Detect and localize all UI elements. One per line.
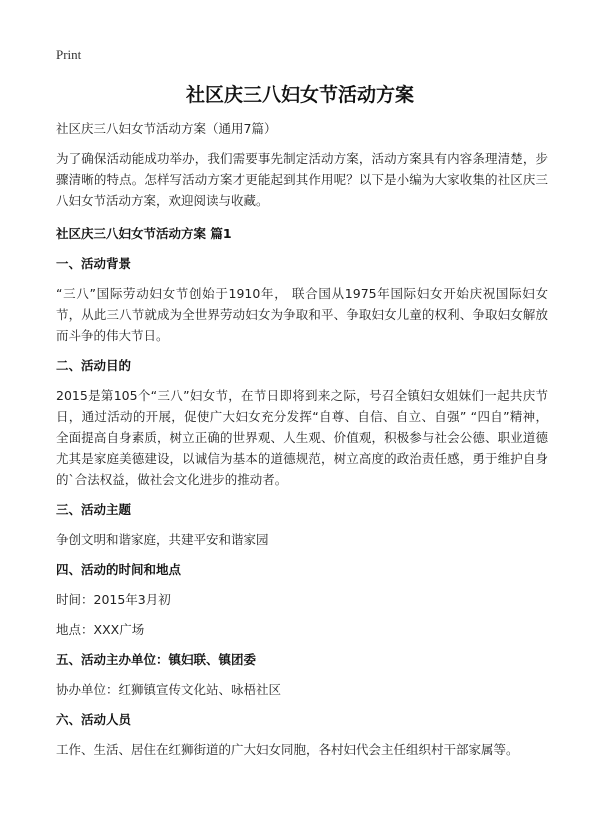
section-text-purpose: 2015是第105个“三八”妇女节，在节日即将到来之际，号召全镇妇女姐妹们一起共庆节日，通过活动的开展，促使广大妇女充分发挥“自尊、自信、自立、自强” “四自”精神，全面提高自身素质，树立正确的世界观、人生观、价值观，积极参与社会公德、职业道德尤其是家庭美德建设，以诚信为基本的道德规范，树立高度的政治责任感，勇于维护自身的`合法权益，做社会文化进步的推动者。 — [56, 388, 548, 487]
section-text-background: “三八”国际劳动妇女节创始于1910年， 联合国从1975年国际妇女开始庆祝国际妇女节，从此三八节就成为全世界劳动妇女为争取和平、争取妇女儿童的权利、争取妇女解放而斗争的伟大节日。 — [56, 286, 548, 343]
section-text-people: 工作、生活、居住在红狮街道的广大妇女同胞，各村妇代会主任组织村干部家属等。 — [56, 742, 519, 757]
article-subtitle: 社区庆三八妇女节活动方案（通用7篇） — [56, 121, 277, 136]
article-body — [56, 118, 548, 760]
section-heading-theme: 三、活动主题 — [56, 502, 132, 517]
section-heading-time-place: 四、活动的时间和地点 — [56, 562, 182, 577]
section-text-theme: 争创文明和谐家庭，共建平安和谐家园 — [56, 532, 269, 547]
section-text-co-organizer: 协办单位：红狮镇宣传文化站、咏梧社区 — [56, 682, 282, 697]
section-heading-background: 一、活动背景 — [56, 256, 132, 271]
page-title: 社区庆三八妇女节活动方案 — [185, 84, 414, 106]
article-heading: 社区庆三八妇女节活动方案 篇1 — [56, 226, 232, 241]
section-heading-people: 六、活动人员 — [56, 712, 132, 727]
section-text-place: 地点：XXX广场 — [56, 622, 145, 637]
section-heading-organizer: 五、活动主办单位：镇妇联、镇团委 — [56, 652, 257, 667]
intro-paragraph: 为了确保活动能成功举办，我们需要事先制定活动方案，活动方案具有内容条理清楚，步骤清晰的特点。怎样写活动方案才更能起到其作用呢？以下是小编为大家收集的社区庆三八妇女节活动方案，欢迎阅读与收藏。 — [56, 151, 548, 208]
print-link[interactable]: Print — [56, 47, 82, 62]
section-heading-purpose: 二、活动目的 — [56, 358, 132, 373]
section-text-time: 时间：2015年3月初 — [56, 592, 171, 607]
